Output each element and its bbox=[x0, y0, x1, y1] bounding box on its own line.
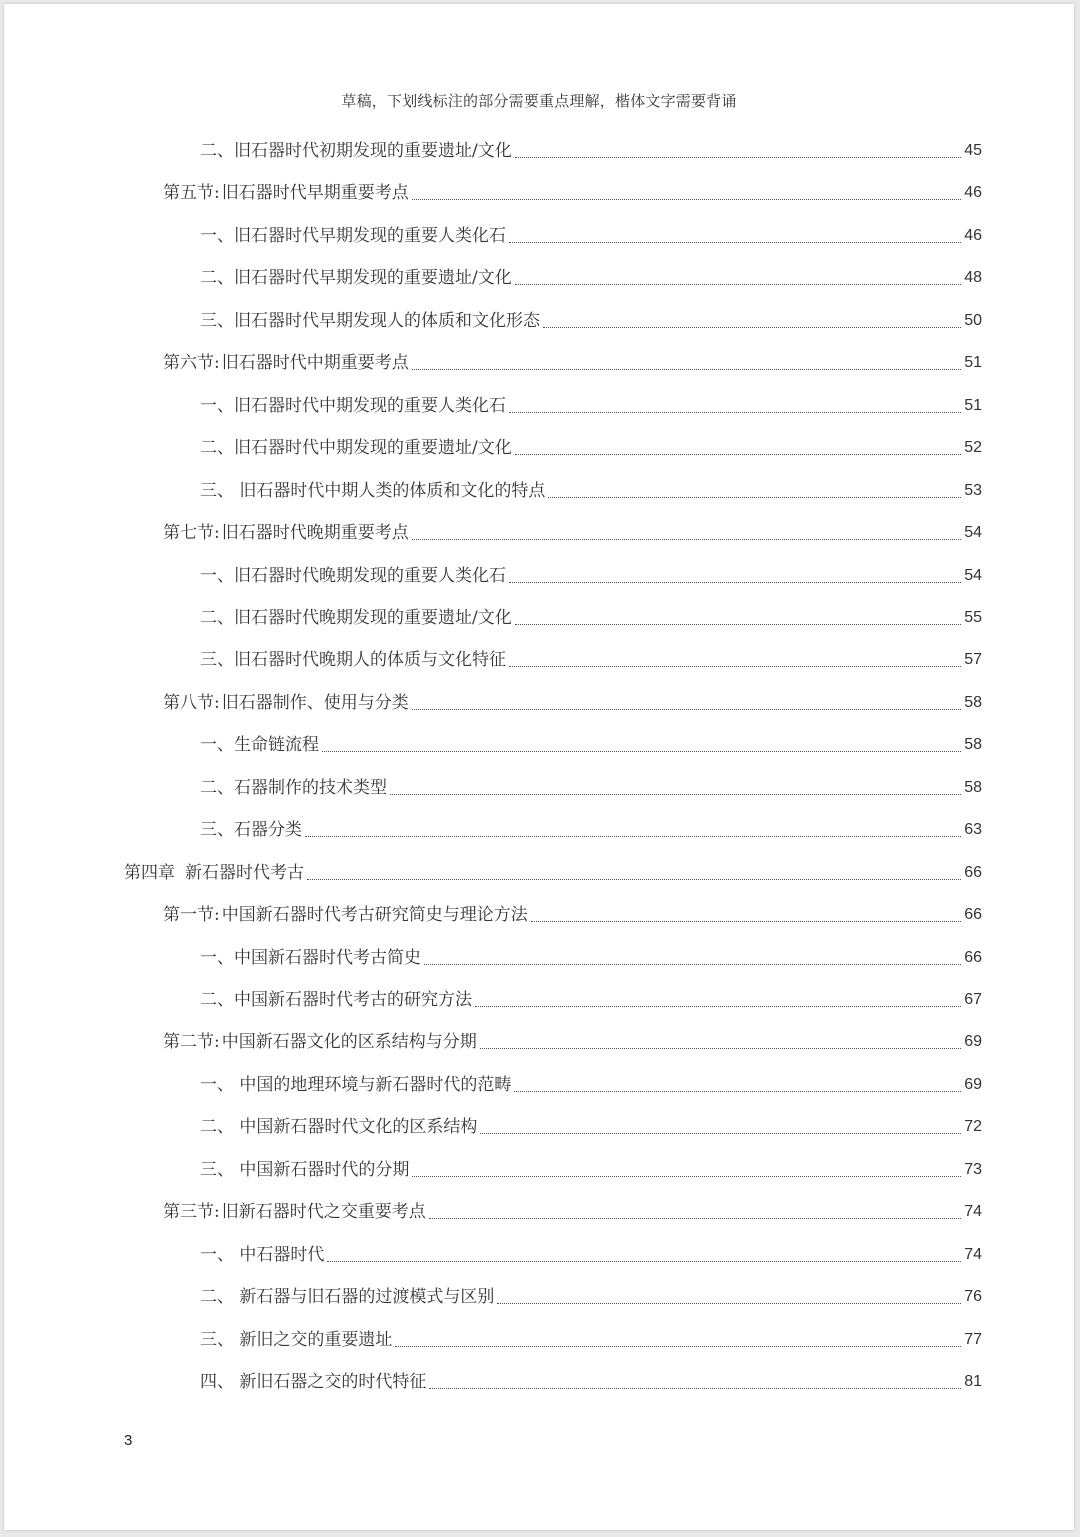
toc-entry-number: 二、 bbox=[200, 1117, 234, 1138]
toc-entry-page: 58 bbox=[964, 736, 982, 754]
toc-entry[interactable] bbox=[200, 1284, 982, 1310]
toc-entry[interactable] bbox=[200, 138, 982, 164]
dot-leader bbox=[390, 794, 961, 795]
toc-entry[interactable] bbox=[163, 180, 982, 206]
toc-entry-title: 新石器与旧石器的过渡模式与区别 bbox=[234, 1287, 495, 1308]
dot-leader bbox=[509, 242, 961, 243]
toc-entry-label bbox=[200, 605, 512, 631]
toc-entry-title: 旧石器时代早期发现人的体质和文化形态 bbox=[234, 310, 540, 331]
dot-leader bbox=[515, 454, 961, 455]
dot-leader bbox=[515, 157, 961, 158]
toc-entry-page: 55 bbox=[964, 608, 982, 626]
toc-entry-label bbox=[200, 308, 540, 334]
toc-entry-label bbox=[200, 223, 506, 249]
toc-entry-label bbox=[200, 1157, 409, 1183]
toc-entry-page: 58 bbox=[964, 693, 982, 711]
toc-entry-page: 52 bbox=[964, 439, 982, 457]
toc-entry-page: 51 bbox=[964, 396, 982, 414]
toc-entry-number: 第一节: bbox=[163, 905, 220, 926]
toc-entry-label bbox=[200, 1242, 324, 1268]
toc-entry-number: 一、 bbox=[200, 565, 234, 586]
toc-entry-number: 一、 bbox=[200, 1074, 234, 1095]
toc-entry-label bbox=[200, 1114, 477, 1140]
toc-entry[interactable] bbox=[163, 902, 982, 928]
toc-entry-title: 生命链流程 bbox=[234, 735, 319, 756]
toc-entry[interactable] bbox=[200, 223, 982, 249]
toc-entry[interactable] bbox=[200, 308, 982, 334]
toc-entry-label bbox=[200, 1327, 392, 1353]
toc-entry-page: 50 bbox=[964, 311, 982, 329]
dot-leader bbox=[515, 624, 961, 625]
toc-entry[interactable] bbox=[163, 1199, 982, 1225]
toc-entry[interactable] bbox=[200, 435, 982, 461]
toc-entry-number: 第八节: bbox=[163, 692, 220, 713]
toc-entry[interactable] bbox=[200, 478, 982, 504]
toc-entry-page: 54 bbox=[964, 524, 982, 542]
toc-entry-number: 三、 bbox=[200, 1329, 234, 1350]
dot-leader bbox=[307, 879, 961, 880]
toc-entry-number: 三、 bbox=[200, 480, 234, 501]
toc-entry-page: 48 bbox=[964, 269, 982, 287]
toc-entry-number: 三、 bbox=[200, 310, 234, 331]
toc-entry-label bbox=[200, 775, 387, 801]
toc-entry-number: 一、 bbox=[200, 947, 234, 968]
toc-entry-page: 57 bbox=[964, 651, 982, 669]
dot-leader bbox=[515, 284, 961, 285]
toc-entry-page: 69 bbox=[964, 1033, 982, 1051]
toc-entry-title: 旧新石器时代之交重要考点 bbox=[221, 1202, 426, 1223]
document-page bbox=[4, 4, 1074, 1530]
toc-entry-number: 一、 bbox=[200, 1244, 234, 1265]
toc-entry-page: 76 bbox=[964, 1288, 982, 1306]
toc-entry-number: 第五节: bbox=[163, 183, 220, 204]
toc-entry-title: 旧石器时代初期发现的重要遗址/文化 bbox=[234, 141, 512, 161]
toc-entry-page: 66 bbox=[964, 948, 982, 966]
toc-entry-title: 新旧之交的重要遗址 bbox=[234, 1329, 393, 1350]
toc-entry-page: 53 bbox=[964, 481, 982, 499]
toc-entry[interactable] bbox=[200, 775, 982, 801]
toc-entry-page: 46 bbox=[964, 184, 982, 202]
toc-entry-label bbox=[200, 817, 302, 843]
toc-entry-label bbox=[200, 647, 506, 673]
toc-entry-page: 46 bbox=[964, 226, 982, 244]
toc-entry-number: 一、 bbox=[200, 225, 234, 246]
toc-entry-title: 石器分类 bbox=[234, 820, 302, 841]
toc-entry-number: 第七节: bbox=[163, 523, 220, 544]
toc-entry[interactable] bbox=[200, 563, 982, 589]
toc-entry[interactable] bbox=[200, 1114, 982, 1140]
dot-leader bbox=[509, 582, 961, 583]
toc-entry-title: 中国新石器时代考古研究简史与理论方法 bbox=[221, 905, 528, 926]
toc-entry-title: 中国新石器文化的区系结构与分期 bbox=[221, 1032, 477, 1053]
toc-entry-title: 旧石器时代早期重要考点 bbox=[221, 183, 409, 204]
dot-leader bbox=[509, 412, 961, 413]
dot-leader bbox=[475, 1006, 961, 1007]
toc-entry-number: 二、 bbox=[200, 141, 234, 161]
page-header: 草稿，下划线标注的部分需要重点理解，楷体文字需要背诵 bbox=[341, 92, 737, 110]
toc-entry-title: 中国新石器时代文化的区系结构 bbox=[234, 1117, 478, 1138]
toc-entry-label bbox=[163, 1199, 426, 1225]
toc-entry-page: 67 bbox=[964, 991, 982, 1008]
toc-entry-page: 69 bbox=[964, 1075, 982, 1093]
toc-entry[interactable] bbox=[200, 265, 982, 291]
toc-entry-label bbox=[124, 860, 304, 886]
toc-entry-page: 74 bbox=[964, 1245, 982, 1263]
dot-leader bbox=[412, 1176, 961, 1177]
toc-entry-title: 中国新石器时代的分期 bbox=[234, 1159, 410, 1180]
dot-leader bbox=[514, 1091, 961, 1092]
dot-leader bbox=[322, 751, 961, 752]
toc-entry-title: 中石器时代 bbox=[234, 1244, 325, 1265]
toc-entry-label bbox=[200, 1284, 494, 1310]
toc-entry-number: 二、 bbox=[200, 438, 234, 459]
toc-entry-label bbox=[200, 945, 421, 971]
toc-entry-number: 第六节: bbox=[163, 353, 220, 374]
toc-entry-label bbox=[200, 478, 545, 504]
toc-entry-label bbox=[200, 265, 512, 291]
dot-leader bbox=[497, 1303, 961, 1304]
toc-entry[interactable] bbox=[200, 1369, 982, 1395]
toc-entry[interactable] bbox=[163, 520, 982, 546]
toc-entry-number: 一、 bbox=[200, 735, 234, 756]
toc-entry-title: 旧石器时代晚期发现的重要人类化石 bbox=[234, 565, 506, 586]
toc-entry-number: 二、 bbox=[200, 990, 234, 1010]
toc-entry[interactable] bbox=[163, 350, 982, 376]
toc-entry-number: 一、 bbox=[200, 395, 234, 416]
toc-entry-page: 66 bbox=[964, 863, 982, 881]
dot-leader bbox=[543, 327, 961, 328]
toc-entry[interactable] bbox=[200, 817, 982, 843]
toc-entry-page: 54 bbox=[964, 566, 982, 584]
toc-entry-title: 旧石器时代中期人类的体质和文化的特点 bbox=[234, 480, 546, 501]
toc-entry-number: 二、 bbox=[200, 607, 234, 628]
toc-entry[interactable] bbox=[200, 393, 982, 419]
toc-entry-label bbox=[200, 1369, 426, 1395]
toc-entry[interactable] bbox=[200, 1242, 982, 1268]
toc-entry-label bbox=[200, 987, 472, 1013]
dot-leader bbox=[412, 199, 961, 200]
dot-leader bbox=[424, 964, 961, 965]
toc-entry-label bbox=[200, 435, 512, 461]
toc-entry-number: 三、 bbox=[200, 820, 234, 841]
toc-entry-title: 新旧石器之交的时代特征 bbox=[234, 1372, 427, 1393]
toc-entry-page: 66 bbox=[964, 906, 982, 924]
toc-entry-label bbox=[200, 563, 506, 589]
toc-entry[interactable] bbox=[163, 690, 982, 716]
toc-entry-page: 58 bbox=[964, 778, 982, 796]
toc-entry-title: 旧石器时代晚期重要考点 bbox=[221, 523, 409, 544]
page-number: 3 bbox=[124, 1432, 133, 1449]
toc-entry-page: 74 bbox=[964, 1203, 982, 1221]
toc-entry-label bbox=[163, 520, 409, 546]
toc-entry-page: 51 bbox=[964, 354, 982, 372]
toc-entry[interactable] bbox=[200, 987, 982, 1013]
toc-entry-label bbox=[163, 690, 409, 716]
toc-entry-title: 石器制作的技术类型 bbox=[234, 777, 387, 798]
toc-entry-number: 三、 bbox=[200, 1159, 234, 1180]
toc-entry-number: 二、 bbox=[200, 1287, 234, 1308]
toc-entry-title: 旧石器时代早期发现的重要遗址/文化 bbox=[234, 268, 512, 289]
dot-leader bbox=[305, 836, 961, 837]
toc-entry-number: 三、 bbox=[200, 650, 234, 671]
toc-entry-page: 81 bbox=[964, 1373, 982, 1391]
toc-entry[interactable] bbox=[163, 1029, 982, 1055]
toc-entry[interactable] bbox=[200, 945, 982, 971]
toc-entry-title: 新石器时代考古 bbox=[185, 862, 304, 883]
toc-entry-title: 旧石器时代晚期发现的重要遗址/文化 bbox=[234, 607, 512, 628]
toc-entry-label bbox=[200, 1072, 511, 1098]
dot-leader bbox=[395, 1346, 961, 1347]
dot-leader bbox=[531, 921, 961, 922]
dot-leader bbox=[509, 666, 961, 667]
toc-entry-title: 旧石器时代中期发现的重要人类化石 bbox=[234, 395, 506, 416]
toc-entry-page: 73 bbox=[964, 1160, 982, 1178]
toc-entry-number: 二、 bbox=[200, 268, 234, 289]
toc-entry-label bbox=[163, 1029, 477, 1055]
toc-entry-title: 旧石器时代中期发现的重要遗址/文化 bbox=[234, 438, 512, 459]
toc-entry[interactable] bbox=[200, 1157, 982, 1183]
toc-entry[interactable] bbox=[200, 732, 982, 758]
toc-entry-page: 45 bbox=[964, 142, 982, 159]
dot-leader bbox=[412, 539, 961, 540]
toc-entry-title: 中国的地理环境与新石器时代的范畴 bbox=[234, 1074, 512, 1095]
toc-entry-title: 旧石器时代早期发现的重要人类化石 bbox=[234, 225, 506, 246]
dot-leader bbox=[412, 709, 961, 710]
dot-leader bbox=[429, 1388, 961, 1389]
toc-entry-label bbox=[200, 732, 319, 758]
toc-entry-page: 72 bbox=[964, 1118, 982, 1136]
toc-entry-number: 第三节: bbox=[163, 1202, 220, 1223]
toc-entry-title: 中国新石器时代考古的研究方法 bbox=[234, 990, 472, 1010]
dot-leader bbox=[429, 1218, 961, 1219]
toc-entry[interactable] bbox=[200, 647, 982, 673]
dot-leader bbox=[327, 1261, 961, 1262]
toc-entry-title: 旧石器时代中期重要考点 bbox=[221, 353, 409, 374]
toc-entry-label bbox=[163, 350, 409, 376]
toc-entry[interactable] bbox=[200, 1327, 982, 1353]
toc-entry-label bbox=[163, 180, 409, 206]
toc-entry-label bbox=[200, 138, 512, 164]
dot-leader bbox=[480, 1048, 961, 1049]
dot-leader bbox=[480, 1133, 961, 1134]
toc-entry[interactable] bbox=[124, 860, 982, 886]
toc-entry-number: 二、 bbox=[200, 777, 234, 798]
toc-entry-number: 第四章 bbox=[124, 862, 175, 883]
toc-entry-title: 旧石器时代晚期人的体质与文化特征 bbox=[234, 650, 506, 671]
toc-entry-label bbox=[163, 902, 528, 928]
toc-entry-title: 中国新石器时代考古简史 bbox=[234, 947, 421, 968]
toc-entry-title: 旧石器制作、使用与分类 bbox=[221, 692, 409, 713]
toc-entry-number: 四、 bbox=[200, 1372, 234, 1393]
toc-entry[interactable] bbox=[200, 605, 982, 631]
toc-entry[interactable] bbox=[200, 1072, 982, 1098]
dot-leader bbox=[548, 497, 961, 498]
dot-leader bbox=[412, 369, 961, 370]
toc-entry-page: 63 bbox=[964, 821, 982, 839]
toc-entry-label bbox=[200, 393, 506, 419]
toc-entry-number: 第二节: bbox=[163, 1032, 220, 1053]
toc-entry-page: 77 bbox=[964, 1330, 982, 1348]
